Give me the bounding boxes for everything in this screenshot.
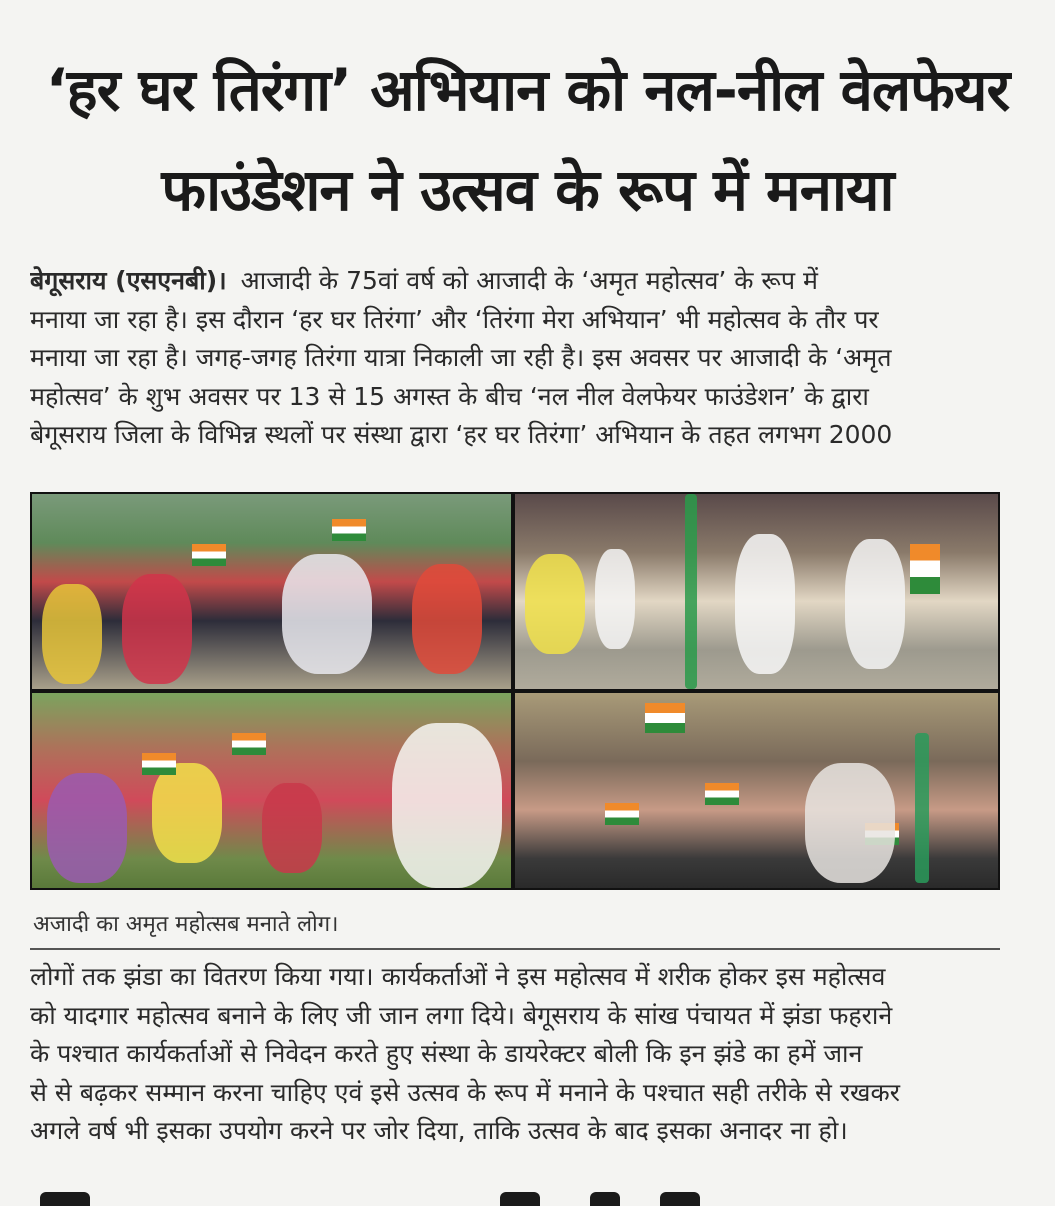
photo-children-flags: [32, 693, 511, 888]
photo-rally-crowd: [32, 494, 511, 689]
photo-villagers-flags: [515, 693, 998, 888]
photo-flag-hoisting: [515, 494, 998, 689]
next-article-cutoff: [30, 1192, 1000, 1206]
dateline: बेगूसराय (एसएनबी)।: [30, 266, 227, 295]
body-line: अगले वर्ष भी इसका उपयोग करने पर जोर दिया, ताकि उत्सव के बाद इसका अनादर ना हो।: [30, 1116, 848, 1145]
divider: [30, 948, 1000, 950]
body-line: बेगूसराय जिला के विभिन्न स्थलों पर संस्था द्वारा ‘हर घर तिरंगा’ अभियान के तहत लगभग 2000: [30, 420, 893, 449]
photo-collage: [30, 492, 1000, 890]
article-body-top: [30, 262, 1030, 455]
body-line: लोगों तक झंडा का वितरण किया गया। कार्यकर्ताओं ने इस महोत्सव में शरीक होकर इस महोत्सव: [30, 962, 886, 991]
headline: [0, 40, 1055, 240]
body-line: को यादगार महोत्सव बनाने के लिए जी जान लगा दिये। बेगूसराय के सांख पंचायत में झंडा फहराने: [30, 1000, 893, 1030]
body-line: [30, 262, 1030, 301]
body-line: मनाया जा रहा है। जगह-जगह तिरंगा यात्रा निकाली जा रही है। इस अवसर पर आजादी के ‘अमृत: [30, 343, 892, 372]
body-line: से से बढ़कर सम्मान करना चाहिए एवं इसे उत्सव के रूप में मनाने के पश्चात सही तरीके से रखकर: [30, 1077, 900, 1107]
body-line: मनाया जा रहा है। इस दौरान ‘हर घर तिरंगा’ और ‘तिरंगा मेरा अभियान’ भी महोत्सव के तौर पर: [30, 304, 879, 334]
photo-caption: अजादी का अमृत महोत्सब मनाते लोग।: [33, 912, 339, 937]
body-line: महोत्सव’ के शुभ अवसर पर 13 से 15 अगस्त के बीच ‘नल नील वेलफेयर फाउंडेशन’ के द्वारा: [30, 381, 869, 411]
body-line: के पश्चात कार्यकर्ताओं से निवेदन करते हुए संस्था के डायरेक्टर बोली कि इन झंडे का हमें जान: [30, 1039, 863, 1068]
article-body-bottom: [30, 958, 1030, 1151]
body-line-text: आजादी के 75वां वर्ष को आजादी के ‘अमृत महोत्सव’ के रूप में: [240, 266, 818, 295]
headline-line-1: ‘हर घर तिरंगा’ अभियान को नल-नील वेलफेयर: [45, 56, 1010, 124]
headline-line-2: फाउंडेशन ने उत्सव के रूप में मनाया: [161, 156, 894, 224]
